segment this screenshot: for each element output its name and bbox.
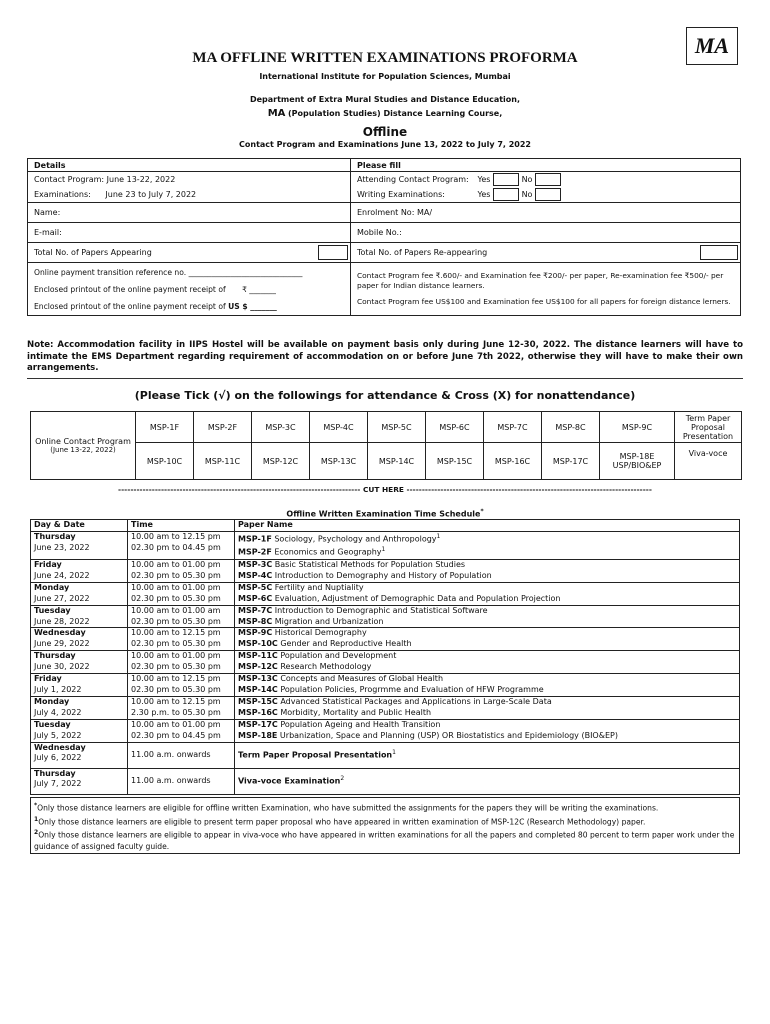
- att-cell[interactable]: MSP-14C: [368, 443, 426, 480]
- schedule-papers: [235, 674, 740, 697]
- schedule-times: [128, 651, 235, 674]
- schedule-times: [128, 605, 235, 628]
- att-cell[interactable]: Term Paper Proposal Presentation: [675, 412, 742, 443]
- schedule-papers: [235, 628, 740, 651]
- footnote-mark: 1: [392, 749, 396, 757]
- schedule-day-date: [31, 560, 128, 583]
- schedule-row: [31, 719, 740, 742]
- paper-title: Sociology, Psychology and Anthropology: [274, 534, 437, 544]
- payment-reference[interactable]: Online payment transition reference no. ______________________________: [34, 267, 303, 277]
- schedule-day: Friday: [34, 560, 62, 570]
- paper-title: Morbidity, Mortality and Public Health: [280, 707, 432, 717]
- att-cell[interactable]: Viva-voce: [675, 443, 742, 480]
- schedule-day: Monday: [34, 696, 70, 706]
- paper-code: MSP-3C: [238, 560, 273, 570]
- schedule-time: 02.30 pm to 04.45 pm: [131, 730, 221, 740]
- schedule-row: [31, 674, 740, 697]
- schedule-times: [128, 628, 235, 651]
- fee-indian: Contact Program fee ₹.600/- and Examination fee ₹200/- per paper, Re-examination fee ₹500/- per paper for Indian distance learners.: [357, 271, 724, 290]
- paper-title: Population Ageing and Health Transition: [280, 719, 441, 729]
- schedule-paper: [238, 651, 736, 662]
- footnote-mark: 1: [381, 546, 386, 554]
- schedule-paper: [238, 697, 736, 708]
- receipt-rupee-label: Enclosed printout of the online payment receipt of: [34, 284, 226, 294]
- paper-code: MSP-15C: [238, 696, 278, 706]
- attendance-table: [30, 411, 742, 480]
- att-cell[interactable]: MSP-4C: [310, 412, 368, 443]
- footnote: [34, 800, 736, 814]
- att-cell[interactable]: MSP-12C: [252, 443, 310, 480]
- schedule-day-date: [31, 531, 128, 559]
- examination-dates-row: [34, 187, 344, 202]
- schedule-time: 10.00 am to 01.00 pm: [131, 560, 221, 570]
- schedule-day: Friday: [34, 674, 62, 684]
- schedule-day: Wednesday: [34, 742, 86, 752]
- schedule-time: 10.00 am to 01.00 pm: [131, 719, 221, 729]
- footnote-mark: 1: [34, 815, 39, 823]
- schedule-row: [31, 768, 740, 794]
- schedule-row: [31, 560, 740, 583]
- paper-title: Population Policies, Progrmme and Evaluation of HFW Programme: [280, 685, 544, 694]
- paper-title: Urbanization, Space and Planning (USP) OR Biostatistics and Epidemiology (BIO&EP): [279, 730, 618, 740]
- name-field[interactable]: Name:: [28, 203, 351, 223]
- fee-foreign: Contact Program fee US$100 and Examination fee US$100 for all papers for foreign distance lerners.: [357, 297, 731, 306]
- no-label: No: [521, 175, 533, 184]
- paper-title: Basic Statistical Methods for Population Studies: [274, 560, 466, 570]
- schedule-paper: [238, 606, 736, 617]
- att-cell[interactable]: MSP-2F: [194, 412, 252, 443]
- paper-title: Historical Demography: [274, 628, 367, 638]
- schedule-papers: [235, 651, 740, 674]
- attending-no-checkbox[interactable]: [535, 173, 561, 186]
- paper-title: Fertility and Nuptiality: [274, 582, 364, 592]
- paper-code: MSP-12C: [238, 662, 278, 672]
- paper-title: Introduction to Demography and History of Population: [274, 570, 492, 580]
- contact-program-dates: Contact Program: June 13-22, 2022: [34, 175, 176, 184]
- schedule-time: 10.00 am to 01.00 pm: [131, 651, 221, 661]
- schedule-title: Offline Written Examination Time Schedule*: [286, 508, 484, 519]
- schedule-day: Wednesday: [34, 628, 86, 638]
- paper-code: MSP-17C: [238, 719, 278, 729]
- schedule-papers: [235, 531, 740, 559]
- online-contact-label: Online Contact Program: [35, 437, 131, 446]
- schedule-row: [31, 582, 740, 605]
- yes-label: Yes: [477, 175, 491, 184]
- att-cell[interactable]: MSP-8C: [542, 412, 600, 443]
- att-cell[interactable]: MSP-3C: [252, 412, 310, 443]
- paper-code: MSP-5C: [238, 582, 273, 592]
- schedule-date: June 30, 2022: [34, 662, 90, 672]
- schedule-paper: [238, 674, 736, 685]
- schedule-times: [128, 696, 235, 719]
- enrolment-field[interactable]: Enrolment No: MA/: [351, 203, 741, 223]
- course-prefix: MA: [267, 108, 286, 119]
- no-label: No: [521, 190, 533, 199]
- schedule-papers: [235, 742, 740, 768]
- cut-line: ------------------------------------------------------------------------------- CUT HERE --------------------------------------------------------------------------------: [118, 485, 652, 494]
- papers-appearing-label: Total No. of Papers Appearing: [34, 248, 152, 257]
- schedule-row: [31, 742, 740, 768]
- att-cell[interactable]: MSP-18E USP/BIO&EP: [600, 443, 675, 480]
- paper-title: Viva-voce Examination: [238, 776, 341, 786]
- schedule-times: [128, 719, 235, 742]
- schedule-day: Tuesday: [34, 719, 71, 729]
- schedule-title-text: Offline Written Examination Time Schedule: [286, 509, 481, 519]
- accommodation-note: Note: Accommodation facility in IIPS Hostel will be available on payment basis only during June 12-30, 2022. The distance learners will have to intimate the EMS Department regarding requirement of accommodation on or before June 7th 2022, otherwise they will have to make their own arrangements.: [27, 340, 743, 373]
- att-cell[interactable]: MSP-9C: [600, 412, 675, 443]
- schedule-table: [30, 519, 740, 795]
- schedule-times: [128, 531, 235, 559]
- att-cell[interactable]: MSP-15C: [426, 443, 484, 480]
- footnote-mark: *: [34, 802, 38, 809]
- footnote: [34, 827, 736, 852]
- divider: [27, 378, 743, 379]
- schedule-time: 02.30 pm to 05.30 pm: [131, 685, 221, 694]
- examinations-dates: June 23 to July 7, 2022: [105, 190, 197, 199]
- schedule-date: June 23, 2022: [34, 542, 90, 552]
- examinations-label: Examinations:: [34, 190, 91, 199]
- schedule-date: July 5, 2022: [34, 730, 82, 740]
- schedule-paper: [238, 545, 736, 559]
- schedule-paper: [238, 708, 736, 719]
- paper-code: MSP-6C: [238, 593, 273, 603]
- footnote-mark: 1: [436, 532, 441, 540]
- papers-reappearing-box[interactable]: [700, 245, 738, 260]
- attending-row: [357, 172, 734, 187]
- col-day-date: Day & Date: [31, 520, 128, 532]
- att-cell[interactable]: MSP-5C: [368, 412, 426, 443]
- paper-title: Concepts and Measures of Global Health: [280, 674, 444, 684]
- mode-title: Offline: [362, 125, 408, 139]
- us-blank[interactable]: US $ _______: [228, 301, 277, 311]
- att-cell[interactable]: MSP-13C: [310, 443, 368, 480]
- schedule-time: 02.30 pm to 05.30 pm: [131, 593, 221, 603]
- schedule-day-date: [31, 582, 128, 605]
- schedule-papers: [235, 560, 740, 583]
- paper-code: MSP-7C: [238, 605, 273, 615]
- paper-code: MSP-18E: [238, 730, 278, 740]
- schedule-times: [128, 742, 235, 768]
- schedule-paper: [238, 532, 736, 546]
- paper-code: MSP-2F: [238, 548, 272, 558]
- schedule-papers: [235, 605, 740, 628]
- att-cell[interactable]: MSP-17C: [542, 443, 600, 480]
- schedule-time: 10.00 am to 12.15 pm: [131, 531, 221, 541]
- paper-title: Population and Development: [280, 651, 397, 661]
- paper-code: MSP-16C: [238, 707, 278, 717]
- rupee-blank[interactable]: ₹ _______: [242, 284, 276, 294]
- footnote-mark: 2: [340, 775, 345, 783]
- papers-appearing-box[interactable]: [318, 245, 348, 260]
- schedule-papers: [235, 582, 740, 605]
- schedule-date: June 29, 2022: [34, 639, 90, 649]
- schedule-day-date: [31, 719, 128, 742]
- details-table: [27, 158, 741, 316]
- schedule-day-date: [31, 742, 128, 768]
- schedule-date: July 4, 2022: [34, 707, 82, 717]
- schedule-date: July 6, 2022: [34, 753, 82, 763]
- schedule-paper: [238, 662, 736, 673]
- paper-title: Evaluation, Adjustment of Demographic Data and Population Projection: [274, 593, 561, 603]
- paper-code: MSP-8C: [238, 616, 273, 626]
- schedule-row: [31, 651, 740, 674]
- email-field[interactable]: E-mail:: [28, 223, 351, 243]
- schedule-day: Monday: [34, 582, 70, 592]
- paper-title: Research Methodology: [280, 662, 372, 672]
- schedule-date: July 7, 2022: [34, 779, 82, 789]
- paper-code: MSP-11C: [238, 651, 278, 661]
- schedule-paper: [238, 685, 736, 696]
- schedule-paper: [238, 571, 736, 582]
- schedule-time: 02.30 pm to 05.30 pm: [131, 616, 221, 626]
- paper-code: MSP-4C: [238, 570, 273, 580]
- att-cell[interactable]: MSP-6C: [426, 412, 484, 443]
- paper-title: Introduction to Demographic and Statistical Software: [274, 605, 488, 615]
- ma-badge: MA: [686, 27, 738, 65]
- online-contact-dates: (June 13-22, 2022): [50, 446, 116, 454]
- schedule-paper: [238, 731, 736, 742]
- schedule-papers: [235, 719, 740, 742]
- schedule-paper: [238, 583, 736, 594]
- schedule-paper: [238, 748, 736, 762]
- schedule-times: [128, 560, 235, 583]
- schedule-day: Thursday: [34, 768, 76, 778]
- schedule-date: July 1, 2022: [34, 685, 82, 694]
- writing-row: [357, 187, 734, 202]
- schedule-day: Thursday: [34, 531, 76, 541]
- footnote-text: Only those distance learners are eligible for offline written Examination, who have submitted the assignments for the papers they will be writing the examinations.: [37, 803, 659, 813]
- schedule-paper: [238, 720, 736, 731]
- attending-yes-checkbox[interactable]: [493, 173, 519, 186]
- schedule-time: 02.30 pm to 05.30 pm: [131, 662, 221, 672]
- writing-yes-checkbox[interactable]: [493, 188, 519, 201]
- schedule-day-date: [31, 674, 128, 697]
- receipt-us-label: Enclosed printout of the online payment receipt of: [34, 301, 226, 311]
- writing-no-checkbox[interactable]: [535, 188, 561, 201]
- col-time: Time: [128, 520, 235, 532]
- schedule-times: [128, 674, 235, 697]
- schedule-paper: [238, 617, 736, 628]
- att-cell[interactable]: MSP-10C: [136, 443, 194, 480]
- footnote: [34, 814, 736, 828]
- footnote-mark: 2: [34, 829, 39, 837]
- schedule-day: Tuesday: [34, 605, 71, 615]
- schedule-time: 2.30 p.m. to 05.30 pm: [131, 707, 221, 717]
- footnote-text: Only those distance learners are eligible to appear in viva-voce who have appeared in written examinations for all the papers and completed 80 percent to term paper work under the guidance of assigned faculty guide.: [34, 830, 735, 851]
- schedule-time: 02.30 pm to 05.30 pm: [131, 639, 221, 649]
- contact-dates: Contact Program and Examinations June 13, 2022 to July 7, 2022: [239, 140, 531, 149]
- schedule-papers: [235, 696, 740, 719]
- paper-code: MSP-10C: [238, 639, 278, 649]
- att-cell[interactable]: MSP-7C: [484, 412, 542, 443]
- schedule-row: [31, 696, 740, 719]
- att-cell[interactable]: MSP-16C: [484, 443, 542, 480]
- course-name: [0, 108, 770, 119]
- page-title: MA OFFLINE WRITTEN EXAMINATIONS PROFORMA: [192, 50, 578, 66]
- please-fill-header: Please fill: [351, 159, 741, 172]
- schedule-row: [31, 605, 740, 628]
- schedule-day-date: [31, 605, 128, 628]
- schedule-time: 10.00 am to 12.15 pm: [131, 674, 221, 684]
- tick-heading: (Please Tick (√) on the followings for attendance & Cross (X) for nonattendance): [134, 389, 636, 402]
- paper-code: MSP-14C: [238, 685, 278, 694]
- schedule-time: 10.00 am to 01.00 am: [131, 605, 221, 615]
- schedule-row: [31, 628, 740, 651]
- paper-title: Migration and Urbanization: [274, 616, 384, 626]
- writing-label: Writing Examinations:: [357, 190, 445, 199]
- footnote-text: Only those distance learners are eligible to present term paper proposal who have appeared in written examination of MSP-12C (Research Methodology) paper.: [38, 817, 646, 827]
- schedule-day-date: [31, 651, 128, 674]
- institute-name: International Institute for Population Sciences, Mumbai: [259, 72, 511, 81]
- paper-code: MSP-9C: [238, 628, 273, 638]
- schedule-time: 11.00 a.m. onwards: [131, 775, 211, 785]
- paper-title: Economics and Geography: [274, 548, 382, 558]
- paper-title: Term Paper Proposal Presentation: [238, 750, 393, 760]
- schedule-day-date: [31, 768, 128, 794]
- col-paper-name: Paper Name: [235, 520, 740, 532]
- schedule-date: June 27, 2022: [34, 593, 90, 603]
- schedule-row: [31, 531, 740, 559]
- schedule-paper: [238, 774, 736, 788]
- schedule-date: June 24, 2022: [34, 570, 90, 580]
- mobile-field[interactable]: Mobile No.:: [351, 223, 741, 243]
- schedule-day-date: [31, 696, 128, 719]
- schedule-day: Thursday: [34, 651, 76, 661]
- schedule-day-date: [31, 628, 128, 651]
- schedule-paper: [238, 639, 736, 650]
- department-name: Department of Extra Mural Studies and Distance Education,: [249, 95, 521, 104]
- receipt-us-row: [34, 298, 344, 315]
- att-cell[interactable]: MSP-11C: [194, 443, 252, 480]
- receipt-rupee-row: [34, 281, 344, 298]
- schedule-times: [128, 582, 235, 605]
- schedule-time: 10.00 am to 12.15 pm: [131, 696, 221, 706]
- schedule-times: [128, 768, 235, 794]
- paper-code: MSP-1F: [238, 534, 272, 544]
- attending-label: Attending Contact Program:: [357, 175, 469, 184]
- online-contact-cell: [31, 412, 136, 480]
- papers-reappearing-label: Total No. of Papers Re-appearing: [357, 248, 488, 257]
- schedule-time: 10.00 am to 01.00 pm: [131, 582, 221, 592]
- schedule-papers: [235, 768, 740, 794]
- details-header: Details: [28, 159, 351, 172]
- schedule-time: 02.30 pm to 05.30 pm: [131, 570, 221, 580]
- course-rest: (Population Studies) Distance Learning Course,: [287, 109, 503, 118]
- att-cell[interactable]: MSP-1F: [136, 412, 194, 443]
- schedule-paper: [238, 628, 736, 639]
- paper-title: Advanced Statistical Packages and Applications in Large-Scale Data: [280, 696, 552, 706]
- yes-label: Yes: [477, 190, 491, 199]
- schedule-time: 10.00 am to 12.15 pm: [131, 628, 221, 638]
- schedule-paper: [238, 560, 736, 571]
- schedule-paper: [238, 594, 736, 605]
- paper-code: MSP-13C: [238, 674, 278, 684]
- schedule-time: 11.00 a.m. onwards: [131, 749, 211, 759]
- paper-title: Gender and Reproductive Health: [280, 639, 412, 649]
- schedule-time: 02.30 pm to 04.45 pm: [131, 542, 221, 552]
- schedule-date: June 28, 2022: [34, 616, 90, 626]
- footnotes: [30, 797, 740, 854]
